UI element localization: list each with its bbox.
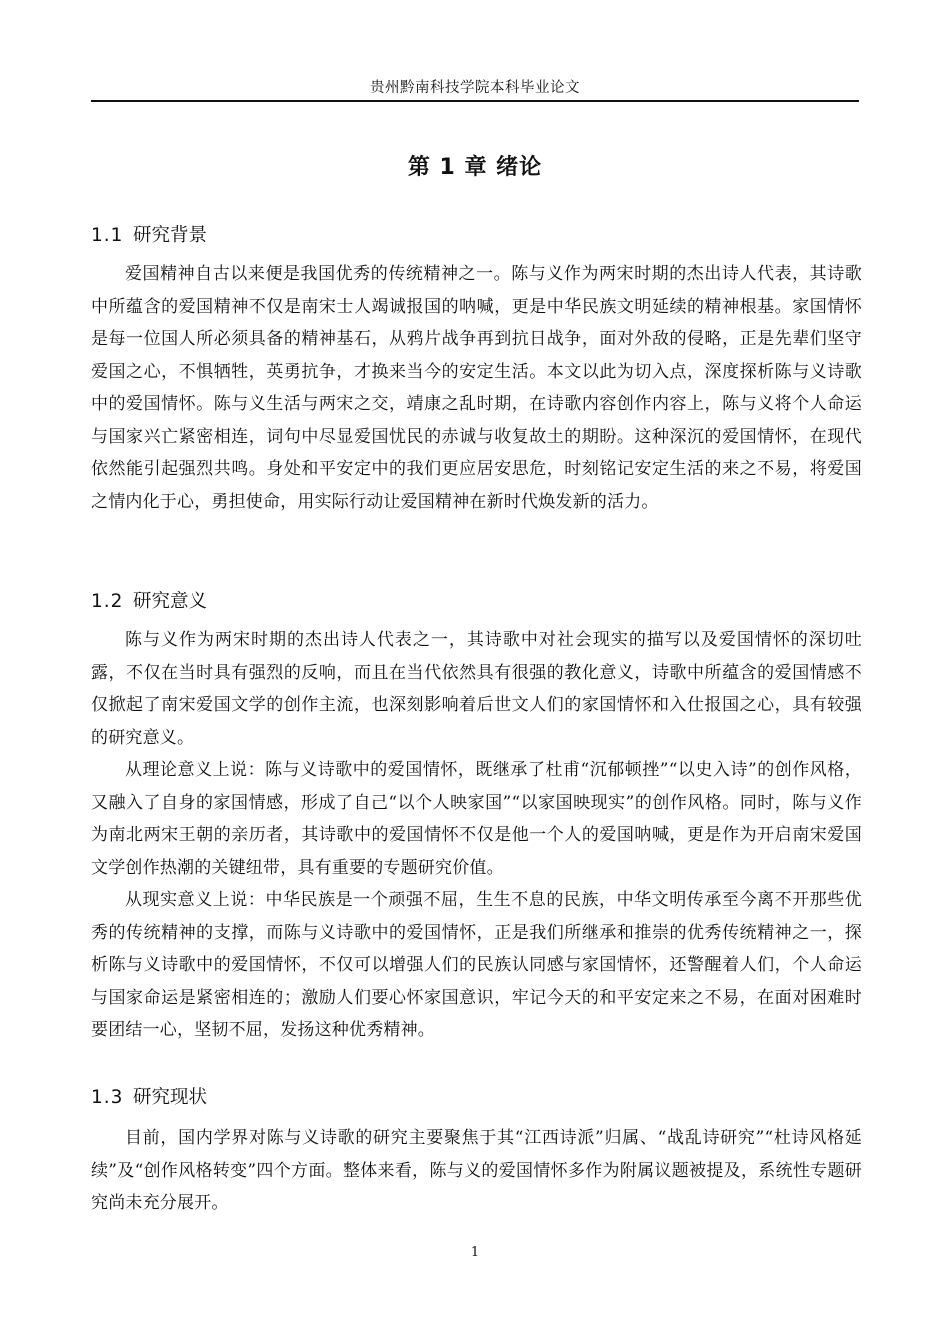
chapter-title: 第 1 章 绪论 [407,155,543,180]
paragraph: 目前，国内学界对陈与义诗歌的研究主要聚焦于其“江西诗派”归属、“战乱诗研究”“杜诗风格延续”及“创作风格转变”四个方面。整体来看，陈与义的爱国情怀多作为附属议题被提及，系统性专题研究尚未充分展开。 [91,1128,862,1213]
running-header: 贵州黔南科技学院本科毕业论文 [370,80,580,96]
section-title: 研究背景 [133,225,208,246]
section-number: 1.3 [91,1087,124,1108]
paragraph: 陈与义作为两宋时期的杰出诗人代表之一，其诗歌中对社会现实的描写以及爱国情怀的深切吐露，不仅在当时具有强烈的反响，而且在当代依然具有很强的教化意义，诗歌中所蕴含的爱国情感不仅掀起了南宋爱国文学的创作主流，也深刻影响着后世文人们的家国情怀和入仕报国之心，具有较强的研究意义。 [91,630,862,748]
section-number: 1.2 [91,591,124,612]
section-title: 研究现状 [133,1087,208,1108]
section-heading-1-3 [91,1083,207,1109]
section-heading-1-1 [91,221,207,247]
section-heading-1-2 [91,587,207,613]
paragraph: 爱国精神自古以来便是我国优秀的传统精神之一。陈与义作为两宋时期的杰出诗人代表，其诗歌中所蕴含的爱国精神不仅是南宋士人竭诚报国的呐喊，更是中华民族文明延续的精神根基。家国情怀是每一位国人所必须具备的精神基石，从鸦片战争再到抗日战争，面对外敌的侵略，正是先辈们坚守爱国之心，不惧牺牲，英勇抗争，才换来当今的安定生活。本文以此为切入点，深度探析陈与义诗歌中的爱国情怀。陈与义生活与两宋之交，靖康之乱时期，在诗歌内容创作内容上，陈与义将个人命运与国家兴亡紧密相连，词句中尽显爱国忧民的赤诚与收复故土的期盼。这种深沉的爱国情怀，在现代依然能引起强烈共鸣。身处和平安定中的我们更应居安思危，时刻铭记安定生活的来之不易，将爱国之情内化于心，勇担使命，用实际行动让爱国精神在新时代焕发新的活力。 [91,264,862,512]
paragraph: 从现实意义上说：中华民族是一个顽强不屈，生生不息的民族，中华文明传承至今离不开那些优秀的传统精神的支撑，而陈与义诗歌中的爱国情怀，正是我们所继承和推崇的优秀传统精神之一，探析陈与义诗歌中的爱国情怀，不仅可以增强人们的民族认同感与家国情怀，还警醒着人们，个人命运与国家命运是紧密相连的；激励人们要心怀家国意识，牢记今天的和平安定来之不易，在面对困难时要团结一心，坚韧不屈，发扬这种优秀精神。 [91,890,862,1040]
header-rule [91,100,859,102]
section-title: 研究意义 [133,591,208,612]
paragraph: 从理论意义上说：陈与义诗歌中的爱国情怀，既继承了杜甫“沉郁顿挫”“以史入诗”的创作风格，又融入了自身的家国情感，形成了自己“以个人映家国”“以家国映现实”的创作风格。同时，陈与义作为南北两宋王朝的亲历者，其诗歌中的爱国情怀不仅是他一个人的爱国呐喊，更是作为开启南宋爱国文学创作热潮的关键纽带，具有重要的专题研究价值。 [91,760,862,878]
section-number: 1.1 [91,225,124,246]
page-number: 1 [470,1245,480,1260]
